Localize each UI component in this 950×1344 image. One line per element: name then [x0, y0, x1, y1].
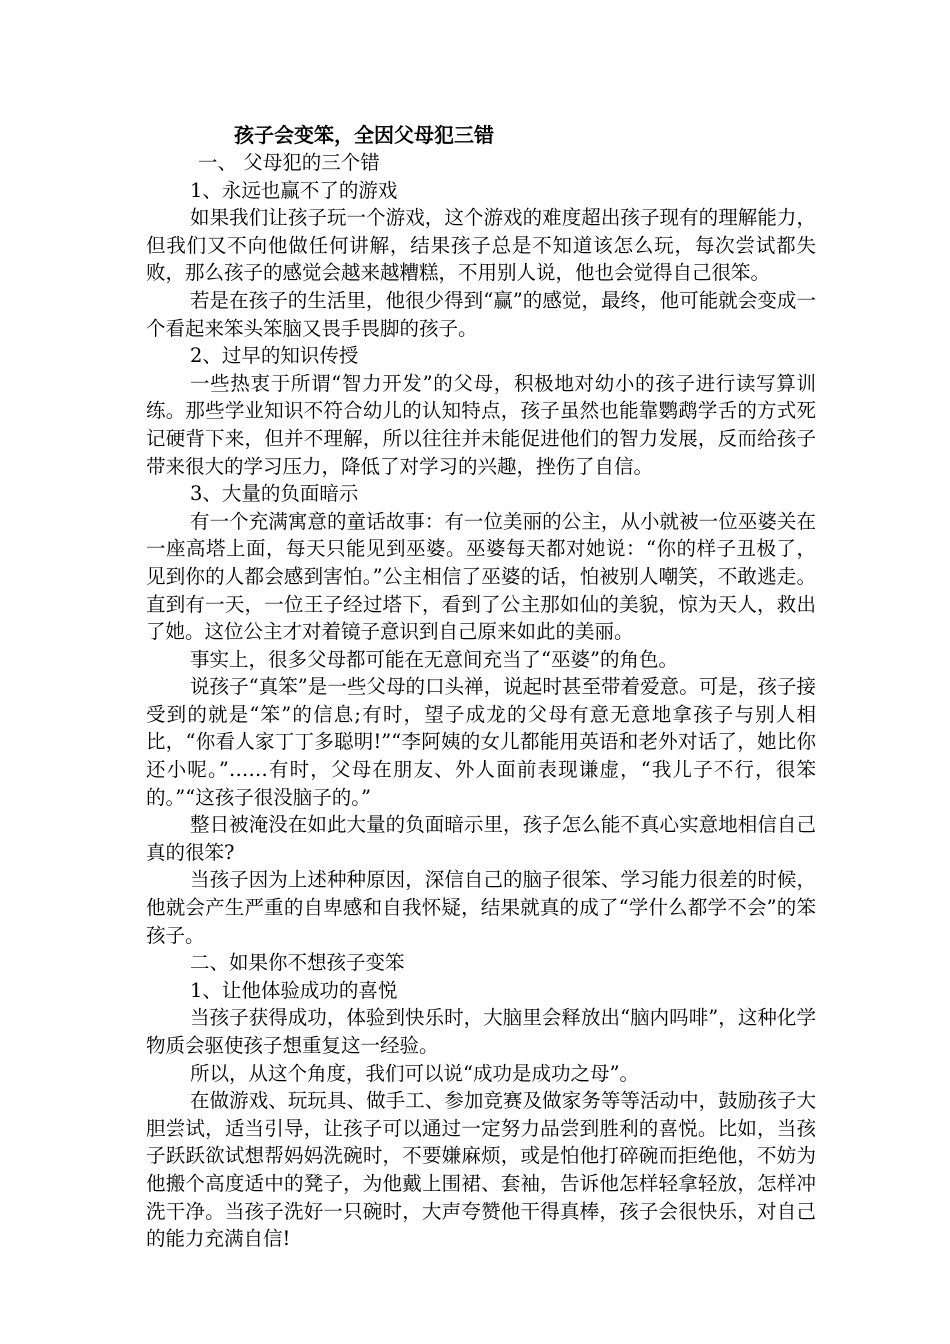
- subsection-heading: 2、过早的知识传授: [190, 344, 359, 368]
- paragraph: 如果我们让孩子玩一个游戏，这个游戏的难度超出孩子现有的理解能力，但我们又不向他做任何讲解，结果孩子总是不知道该怎么玩，每次尝试都失败，那么孩子的感觉会越来越糟糕，不用别人说，他也会觉得自己很笨。: [146, 206, 816, 285]
- document-page: [146, 116, 816, 1253]
- document-title: 孩子会变笨，全因父母犯三错: [234, 123, 494, 147]
- paragraph: 有一个充满寓意的童话故事：有一位美丽的公主，从小就被一位巫婆关在一座高塔上面，每天只能见到巫婆。巫婆每天都对她说：“你的样子丑极了，见到你的人都会感到害怕。”公主相信了巫婆的话，怕被别人嘲笑，不敢逃走。直到有一天，一位王子经过塔下，看到了公主那如仙的美貌，惊为天人，救出了她。这位公主才对着镜子意识到自己原来如此的美丽。: [146, 509, 816, 644]
- subsection-heading: 3、大量的负面暗示: [190, 482, 359, 506]
- paragraph: 当孩子因为上述种种原因，深信自己的脑子很笨、学习能力很差的时候，他就会产生严重的自卑感和自我怀疑，结果就真的成了“学什么都学不会”的笨孩子。: [146, 868, 816, 947]
- paragraph: 在做游戏、玩玩具、做手工、参加竞赛及做家务等等活动中，鼓励孩子大胆尝试，适当引导，让孩子可以通过一定努力品尝到胜利的喜悦。比如，当孩子跃跃欲试想帮妈妈洗碗时，不要嫌麻烦，或是怕他打碎碗而拒绝他，不妨为他搬个高度适中的凳子，为他戴上围裙、套袖，告诉他怎样轻拿轻放，怎样冲洗干净。当孩子洗好一只碗时，大声夸赞他干得真棒，孩子会很快乐，对自己的能力充满自信!: [146, 1089, 816, 1251]
- paragraph: 一些热衷于所谓“智力开发”的父母，积极地对幼小的孩子进行读写算训练。那些学业知识不符合幼儿的认知特点，孩子虽然也能靠鹦鹉学舌的方式死记硬背下来，但并不理解，所以往往并未能促进他们的智力发展，反而给孩子带来很大的学习压力，降低了对学习的兴趣，挫伤了自信。: [146, 371, 816, 478]
- subsection-heading: 1、让他体验成功的喜悦: [190, 978, 398, 1002]
- paragraph: 说孩子“真笨”是一些父母的口头禅，说起时甚至带着爱意。可是，孩子接受到的就是“笨”的信息;有时，望子成龙的父母有意无意地拿孩子与别人相比，“你看人家丁丁多聪明!”“李阿姨的女儿都能用英语和老外对话了，她比你还小呢。”……有时，父母在朋友、外人面前表现谦虚，“我儿子不行，很笨的。”“这孩子很没脑子的。”: [146, 675, 816, 809]
- paragraph: 事实上，很多父母都可能在无意间充当了“巫婆”的角色。: [190, 647, 678, 671]
- paragraph: 整日被淹没在如此大量的负面暗示里，孩子怎么能不真心实意地相信自己真的很笨?: [146, 813, 816, 864]
- document-body: [146, 149, 816, 1253]
- paragraph: 所以，从这个角度，我们可以说“成功是成功之母”。: [190, 1061, 639, 1085]
- section-heading: 一、 父母犯的三个错: [198, 151, 380, 174]
- subsection-heading: 二、如果你不想孩子变笨: [190, 951, 405, 975]
- paragraph: 若是在孩子的生活里，他很少得到“赢”的感觉，最终，他可能就会变成一个看起来笨头笨脑又畏手畏脚的孩子。: [146, 288, 816, 340]
- subsection-heading: 1、永远也赢不了的游戏: [190, 178, 398, 202]
- paragraph: 当孩子获得成功，体验到快乐时，大脑里会释放出“脑内吗啡”，这种化学物质会驱使孩子想重复这一经验。: [146, 1006, 816, 1057]
